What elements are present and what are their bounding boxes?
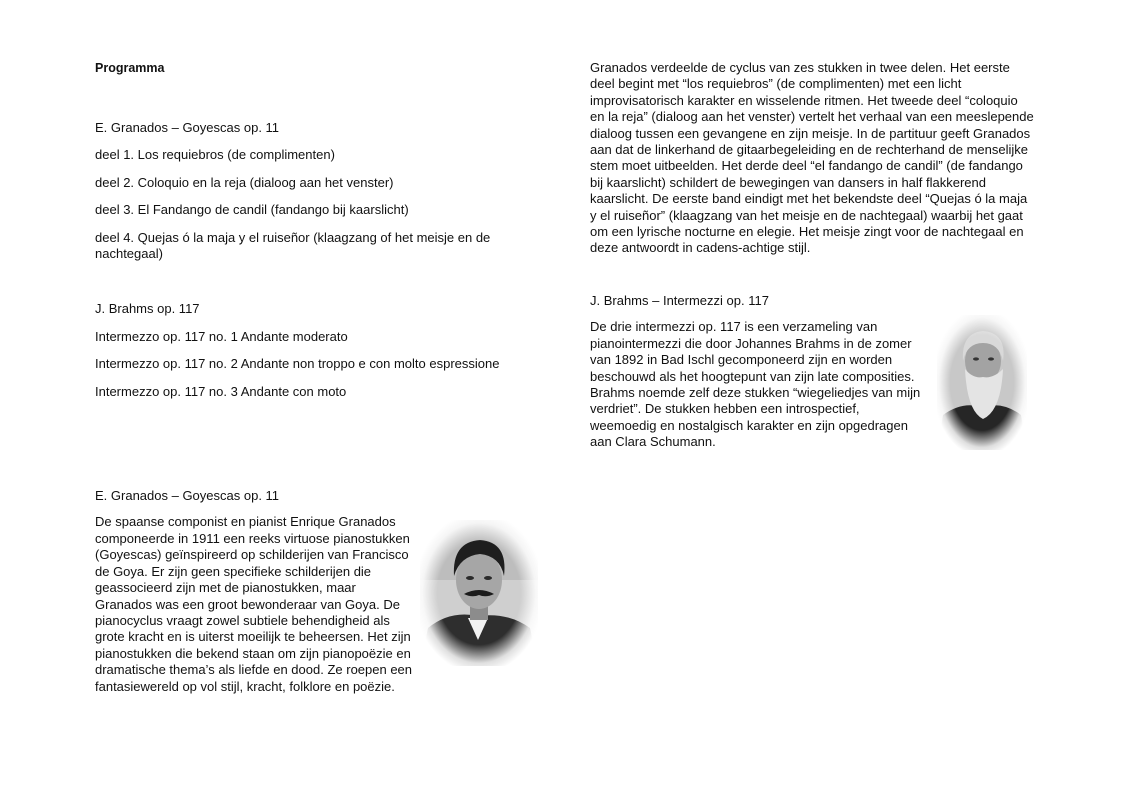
program-brahms-header: J. Brahms op. 117 <box>95 301 200 317</box>
program-brahms-item-3: Intermezzo op. 117 no. 3 Andante con moto <box>95 383 347 399</box>
granados-portrait <box>420 520 538 666</box>
program-granados-item-4: deel 4. Quejas ó la maja y el ruiseñor (klaagzang of het meisje en de nachtegaal) <box>95 229 491 262</box>
brahms-section-heading: J. Brahms – Intermezzi op. 117 <box>590 292 769 308</box>
brahms-section-body: De drie intermezzi op. 117 is een verzameling van pianointermezzi die door Johannes Brahms in de zomer van 1892 in Bad Ischl gecomponeerd zijn en worden beschouwd als het hoogtepunt van zijn late composities. Brahms noemde zelf deze stukken “wiegeliedjes van mijn verdriet”. De stukken hebben een introspectief, weemoedig en nostalgisch karakter en zijn opgedragen aan Clara Schumann. <box>590 319 921 450</box>
program-granados-item-2: deel 2. Coloquio en la reja (dialoog aan het venster) <box>95 174 394 190</box>
left-column <box>95 60 540 695</box>
granados-section-text-block <box>95 514 540 694</box>
brahms-section-text-block <box>590 319 1035 450</box>
program-granados-header: E. Granados – Goyescas op. 11 <box>95 120 280 135</box>
program-granados-item-3: deel 3. El Fandango de candil (fandango bij kaarslicht) <box>95 202 409 218</box>
program-granados-item-1: deel 1. Los requiebros (de complimenten) <box>95 147 335 163</box>
program-brahms-item-1: Intermezzo op. 117 no. 1 Andante moderato <box>95 328 348 344</box>
granados-section-heading: E. Granados – Goyescas op. 11 <box>95 488 280 504</box>
granados-section-body: De spaanse componist en pianist Enrique Granados componeerde in 1911 een reeks virtuose pianostukken (Goyescas) geïnspireerd op schilderijen van Francisco de Goya. Er zijn geen specifieke schilderijen die geassocieerd zijn met de pianostukken, maar Granados was een groot bewonderaar van Goya. De pianocyclus vraagt zowel subtiele behendigheid als grote kracht en is uiterst moeilijk te beheersen. Het zijn pianostukken die bekend staan om zijn pianopoëzie en dramatische thema’s als liefde en dood. Ze roepen een fantasiewereld op vol stijl, kracht, folklore en poëzie. <box>95 514 413 694</box>
program-brahms-item-2: Intermezzo op. 117 no. 2 Andante non troppo e con molto espressione <box>95 356 500 372</box>
program-title: Programma <box>95 61 165 75</box>
right-column <box>590 60 1035 452</box>
granados-section-continued: Granados verdeelde de cyclus van zes stukken in twee delen. Het eerste deel begint met “los requiebros” (de complimenten) met een licht improvisatorisch karakter en wisselende ritmen. Het tweede deel “coloquio en la reja” (dialoog aan het venster) vertelt het verhaal van een meeslepende dialoog tussen een gevangene en zijn meisje. In de partituur geeft Granados aan dat de linkerhand de gitaarbegeleiding en de rechterhand de menselijke stem moet uitbeelden. Het derde deel “el fandango de candil” (de fandango bij kaarslicht) schildert de bewegingen van dansers in half flakkerend kaarslicht. De eerste band eindigt met het bekendste deel “Quejas ó la maja y el ruiseñor” (klaagzang van het meisje en de nachtegaal) waarbij het gaat om een lyrische nocturne en elegie. Het meisje zingt voor de nachtegaal en deze antwoordt in cadens-achtige stijl. <box>590 60 1034 256</box>
brahms-portrait <box>937 315 1027 450</box>
